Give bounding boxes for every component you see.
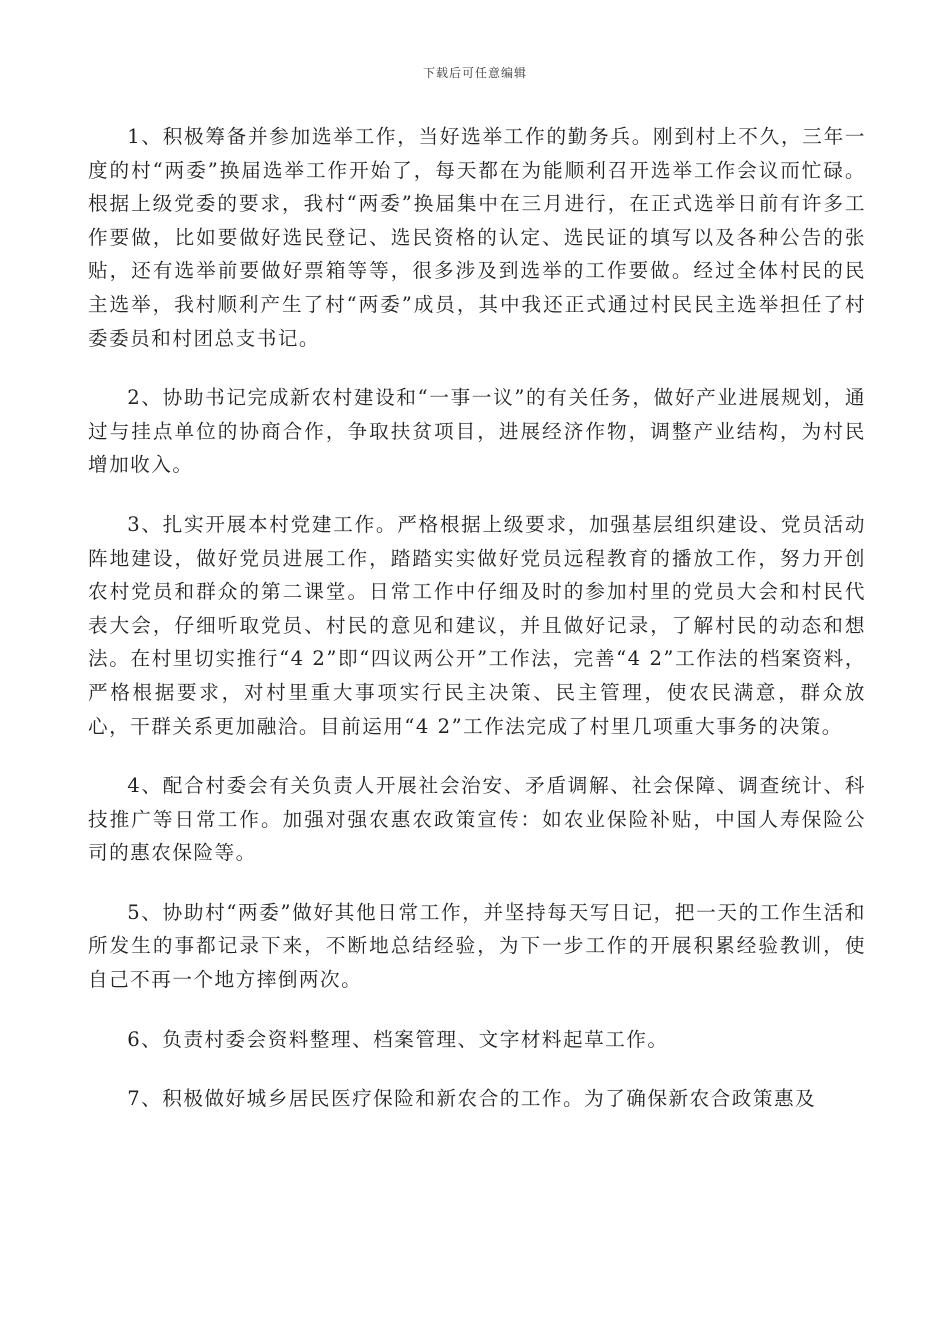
paragraph-1: 1、积极筹备并参加选举工作，当好选举工作的勤务兵。刚到村上不久，三年一度的村“两委”换届选举工作开始了，每天都在为能顺利召开选举工作会议而忙碌。根据上级党委的要求，我村“两委”换届集中在三月进行，在正式选举日前有许多工作要做，比如要做好选民登记、选民资格的认定、选民证的填写以及各种公告的张贴，还有选举前要做好票箱等等，很多涉及到选举的工作要做。经过全体村民的民主选举，我村顺利产生了村“两委”成员，其中我还正式通过村民民主选举担任了村委委员和村团总支书记。: [88, 125, 866, 350]
paragraph-6: 6、负责村委会资料整理、档案管理、文字材料起草工作。: [127, 1027, 669, 1051]
document-body: [88, 120, 866, 1142]
paragraph-3: 3、扎实开展本村党建工作。严格根据上级要求，加强基层组织建设、党员活动阵地建设，做好党员进展工作，踏踏实实做好党员远程教育的播放工作，努力开创农村党员和群众的第二课堂。日常工作中仔细及时的参加村里的党员大会和村民代表大会，仔细听取党员、村民的意见和建议，并且做好记录，了解村民的动态和想法。在村里切实推行“4 2”即“四议两公开”工作法，完善“4 2”工作法的档案资料，严格根据要求，对村里重大事项实行民主决策、民主管理，使农民满意，群众放心，干群关系更加融洽。目前运用“4 2”工作法完成了村里几项重大事务的决策。: [88, 512, 866, 738]
header-note: 下载后可任意编辑: [422, 66, 527, 80]
paragraph-2: 2、协助书记完成新农村建设和“一事一议”的有关任务，做好产业进展规划，通过与挂点单位的协商合作，争取扶贫项目，进展经济作物，调整产业结构，为村民增加收入。: [88, 386, 866, 477]
paragraph-7: 7、积极做好城乡居民医疗保险和新农合的工作。为了确保新农合政策惠及: [127, 1087, 817, 1111]
paragraph-4: 4、配合村委会有关负责人开展社会治安、矛盾调解、社会保障、调查统计、科技推广等日常工作。加强对强农惠农政策宣传：如农业保险补贴，中国人寿保险公司的惠农保险等。: [88, 774, 866, 865]
paragraph-5: 5、协助村“两委”做好其他日常工作，并坚持每天写日记，把一天的工作生活和所发生的事都记录下来，不断地总结经验，为下一步工作的开展积累经验教训，使自己不再一个地方摔倒两次。: [88, 900, 866, 992]
